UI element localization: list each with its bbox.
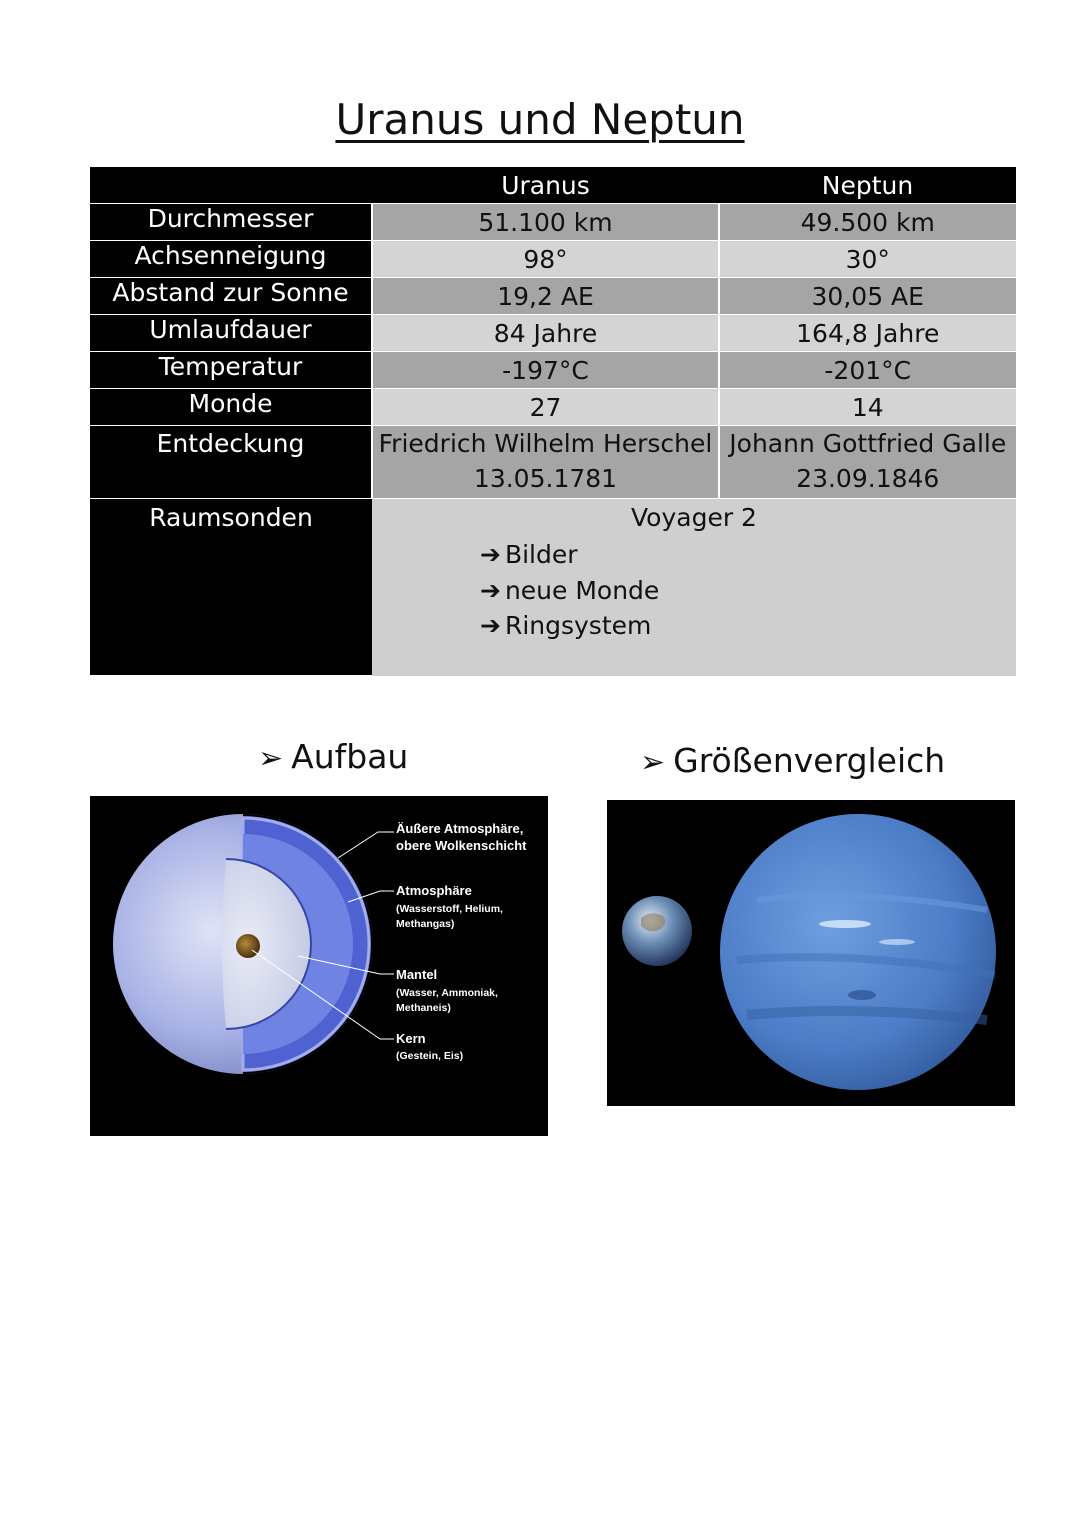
row-label: Durchmesser <box>90 204 372 241</box>
uranus-value: -197°C <box>372 352 719 389</box>
label-atmosphere: Atmosphäre <box>396 883 472 898</box>
label-core: Kern <box>396 1031 426 1046</box>
discoverer-name: Johann Gottfried Galle <box>729 429 1007 458</box>
label-mantle-sub1: (Wasser, Ammoniak, <box>396 987 498 999</box>
uranus-value: 19,2 AE <box>372 278 719 315</box>
table-row <box>90 389 1016 426</box>
label-mantle: Mantel <box>396 967 438 982</box>
probe-name: Voyager 2 <box>631 503 757 532</box>
label-atmosphere-sub2: Methangas) <box>396 918 455 930</box>
header-uranus: Uranus <box>372 167 719 204</box>
list-item: ➔ Ringsystem <box>480 611 652 640</box>
table-row <box>90 315 1016 352</box>
neptun-value: 14 <box>719 389 1016 426</box>
earth <box>622 896 692 966</box>
neptune <box>720 814 996 1090</box>
row-label: Abstand zur Sonne <box>90 278 372 315</box>
header-neptun: Neptun <box>719 167 1016 204</box>
uranus-value: 98° <box>372 241 719 278</box>
leader-line <box>338 832 394 858</box>
dark-spot <box>848 990 876 1000</box>
label-outer-atmosphere: Äußere Atmosphäre, <box>396 821 524 836</box>
arrow-right-icon: ➔ <box>480 575 501 605</box>
bullet-triangle-icon: ➢ <box>258 741 284 776</box>
size-comparison-image <box>607 800 1015 1106</box>
label-outer-atmosphere-2: obere Wolkenschicht <box>396 838 527 853</box>
header-empty <box>90 167 372 204</box>
probes-row <box>90 499 1016 676</box>
earth-neptune-illustration <box>607 800 1015 1106</box>
table-row <box>90 278 1016 315</box>
page-title: Uranus und Neptun <box>335 95 745 144</box>
label-mantle-sub2: Methaneis) <box>396 1002 451 1014</box>
arrow-right-icon: ➔ <box>480 540 501 569</box>
discoverer-name: Friedrich Wilhelm Herschel <box>378 429 713 458</box>
bullet-triangle-icon: ➢ <box>640 745 666 780</box>
list-item: ➔ neue Monde <box>480 575 660 605</box>
uranus-value: 84 Jahre <box>372 315 719 352</box>
white-cloud <box>879 939 915 945</box>
neptun-value: 164,8 Jahre <box>719 315 1016 352</box>
discovery-date: 23.09.1846 <box>796 464 940 493</box>
core <box>236 934 260 958</box>
table-row <box>90 204 1016 241</box>
table-header-row <box>90 167 1016 204</box>
structure-heading: ➢ Aufbau <box>258 737 409 776</box>
white-cloud <box>819 920 871 928</box>
neptun-value: -201°C <box>719 352 1016 389</box>
neptun-discovery <box>719 426 1016 499</box>
uranus-value: 27 <box>372 389 719 426</box>
row-label: Temperatur <box>90 352 372 389</box>
discovery-date: 13.05.1781 <box>473 464 618 493</box>
label-atmosphere-sub1: (Wasserstoff, Helium, <box>396 903 503 915</box>
arrow-right-icon: ➔ <box>480 611 501 640</box>
label-core-sub1: (Gestein, Eis) <box>396 1050 464 1062</box>
probes-cell <box>372 499 1016 676</box>
neptun-value: 30,05 AE <box>719 278 1016 315</box>
row-label: Entdeckung <box>90 426 372 499</box>
row-label: Umlaufdauer <box>90 315 372 352</box>
row-label: Raumsonden <box>90 499 372 676</box>
row-label: Monde <box>90 389 372 426</box>
neptun-value: 30° <box>719 241 1016 278</box>
table-row <box>90 352 1016 389</box>
discovery-row <box>90 426 1016 499</box>
comparison-heading: ➢ Größenvergleich <box>640 741 946 780</box>
uranus-structure-diagram <box>90 796 548 1136</box>
row-label: Achsenneigung <box>90 241 372 278</box>
cutaway-planet-illustration <box>90 796 548 1136</box>
list-item: ➔ Bilder <box>480 540 578 569</box>
uranus-discovery <box>372 426 719 499</box>
planet-comparison-table <box>90 167 1017 676</box>
table-row <box>90 241 1016 278</box>
neptun-value: 49.500 km <box>719 204 1016 241</box>
uranus-value: 51.100 km <box>372 204 719 241</box>
probe-results-list <box>372 537 1016 644</box>
